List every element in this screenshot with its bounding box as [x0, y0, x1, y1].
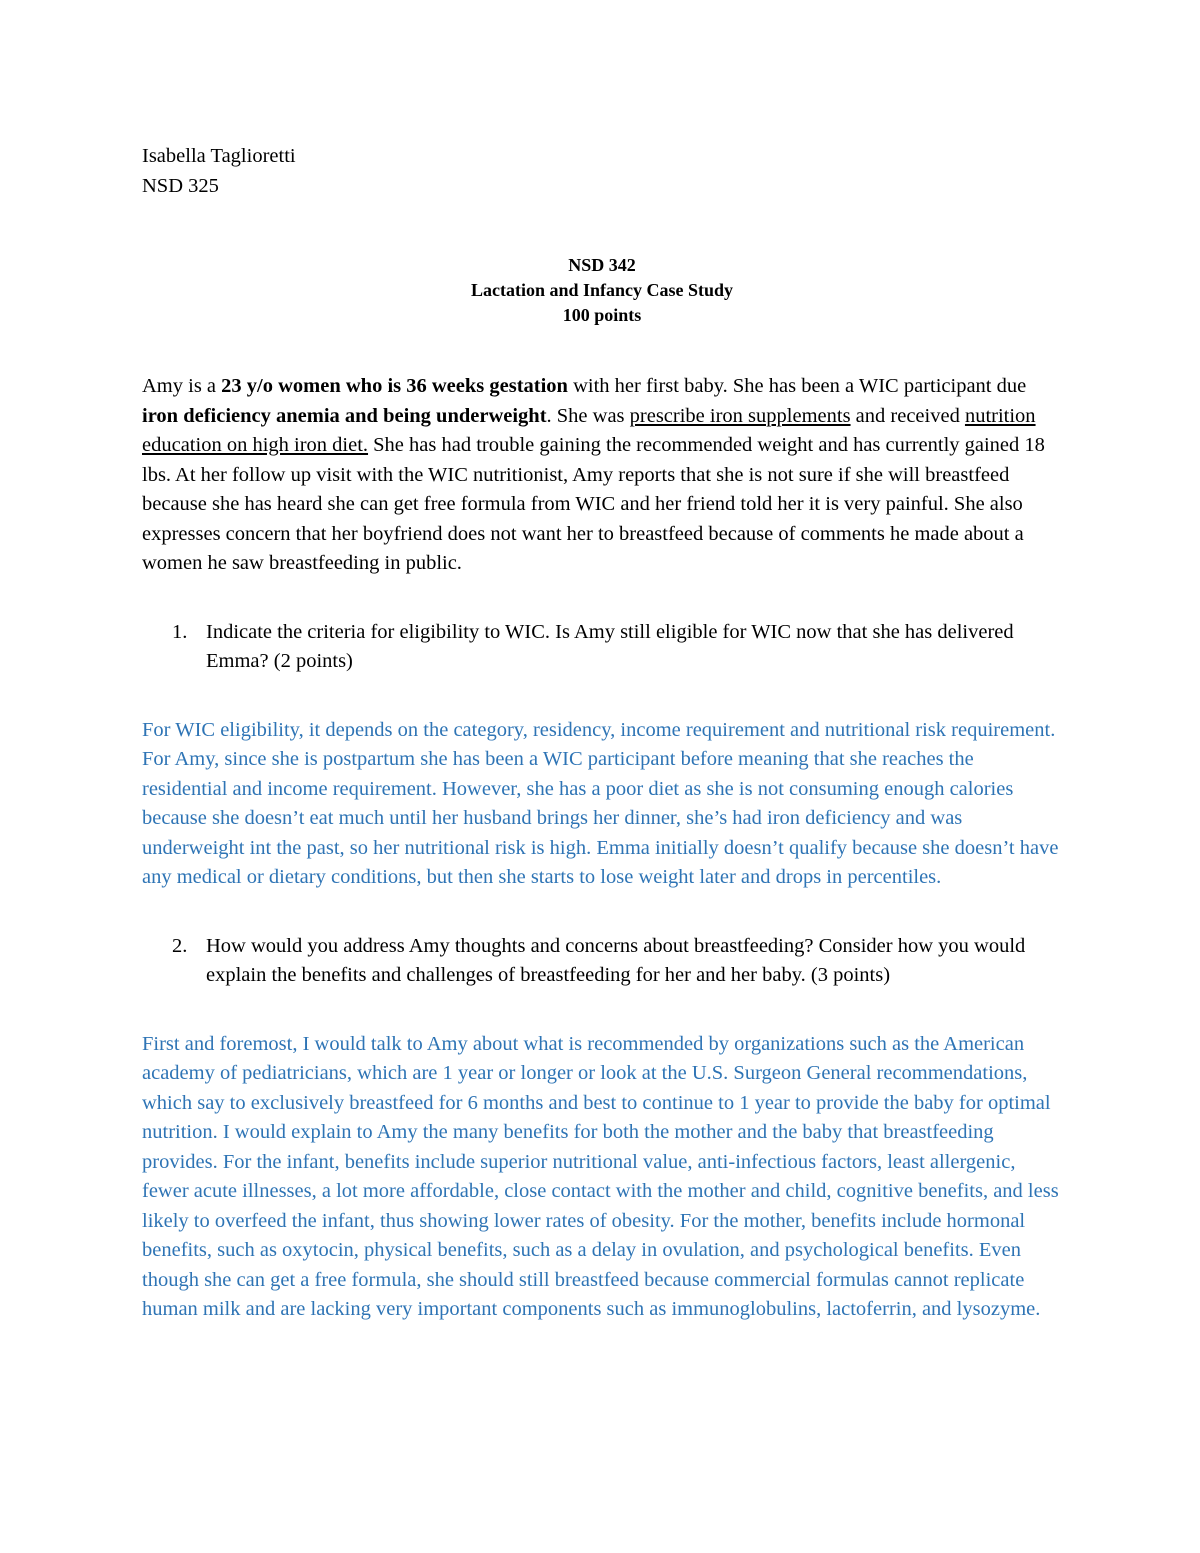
case-underline-supplements: prescribe iron supplements [629, 404, 851, 427]
case-underline-education: nutrition education on high iron diet. [142, 404, 1036, 456]
title-course: NSD 342 [568, 255, 636, 275]
student-header [142, 142, 1062, 201]
student-name: Isabella Taglioretti [142, 145, 296, 167]
title-assignment: Lactation and Infancy Case Study [470, 280, 734, 300]
document-page [142, 142, 1062, 1364]
case-bold-condition: iron deficiency anemia and being underweight [142, 404, 547, 427]
case-text-4: and received [850, 404, 965, 427]
question-2 [142, 932, 1062, 991]
case-text-3: . She was [546, 404, 630, 427]
case-text-1: Amy is a [142, 375, 222, 397]
question-1 [142, 618, 1062, 677]
course-code: NSD 325 [142, 174, 219, 197]
question-text: Indicate the criteria for eligibility to WIC. Is Amy still eligible for WIC now that she has delivered Emma? (2 points) [206, 620, 1014, 672]
question-text: How would you address Amy thoughts and concerns about breastfeeding? Consider how you would explain the benefits and challenges of breastfeeding for her and her baby. (3 points) [206, 934, 1026, 986]
case-text-2: with her first baby. She has been a WIC participant due [567, 375, 1027, 397]
case-description [142, 372, 1062, 579]
question-number: 2. [172, 934, 188, 957]
question-number: 1. [172, 620, 188, 643]
case-bold-age: 23 y/o women who is 36 weeks gestation [221, 375, 568, 397]
answer-2: First and foremost, I would talk to Amy about what is recommended by organizations such as the American academy of pediatricians, which are 1 year or longer or look at the U.S. Surgeon General recommendations, which say to exclusively breastfeed for 6 months and best to continue to 1 year to provide the baby for optimal nutrition. I would explain to Amy the many benefits for both the mother and the baby that breastfeeding provides. For the infant, benefits include superior nutritional value, anti-infectious factors, least allergenic, fewer acute illnesses, a lot more affordable, close contact with the mother and child, cognitive benefits, and less likely to overfeed the infant, thus showing lower rates of obesity. For the mother, benefits include hormonal benefits, such as oxytocin, physical benefits, such as a delay in ovulation, and psychological benefits. Even though she can get a free formula, she should still breastfeed because commercial formulas cannot replicate human milk and are lacking very important components such as immunoglobulins, lactoferrin, and lysozyme. [142, 1032, 1059, 1320]
case-text-5: She has had trouble gaining the recommended weight and has currently gained 18 lbs. At her follow up visit with the WIC nutritionist, Amy reports that she is not sure if she will breastfeed because she has heard she can get free formula from WIC and her friend told her it is very painful. She also expresses concern that her boyfriend does not want her to breastfeed because of comments he made about a women he saw breastfeeding in public. [142, 434, 1045, 574]
title-points: 100 points [562, 305, 642, 325]
answer-1: For WIC eligibility, it depends on the category, residency, income requirement and nutritional risk requirement. For Amy, since she is postpartum she has been a WIC participant before meaning that she reaches the residential and income requirement. However, she has a poor diet as she is not consuming enough calories because she doesn’t eat much until her husband brings her dinner, she’s had iron deficiency and was underweight int the past, so her nutritional risk is high. Emma initially doesn’t qualify because she doesn’t have any medical or dietary conditions, but then she starts to lose weight later and drops in percentiles. [142, 718, 1059, 888]
document-title [142, 253, 1062, 328]
